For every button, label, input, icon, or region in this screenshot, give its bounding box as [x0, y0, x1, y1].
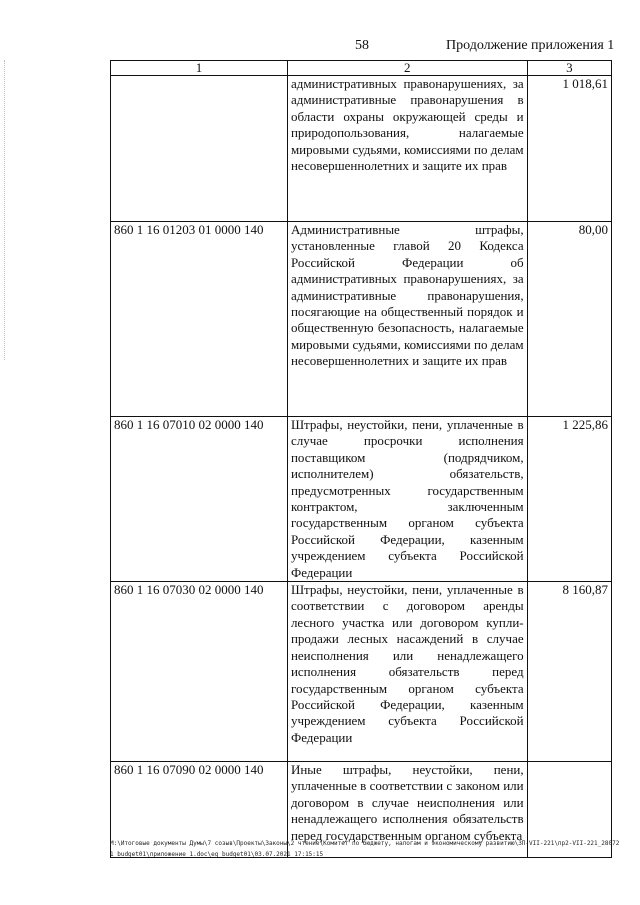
column-header-2: 2: [287, 61, 527, 76]
table-header-row: [111, 61, 612, 76]
row-amount: 1 225,86: [527, 417, 611, 582]
table-row: [111, 582, 612, 762]
row-description: Штрафы, неустойки, пени, уплаченные в соответствии с договором аренды лесного участка или договором купли-продажи лесных насаждений в случае неисполнения или ненадлежащего исполнения обязательств перед государственным органом субъекта Российской Федерации, казенным учреждением субъекта Российской Федерации: [287, 582, 527, 762]
row-description: Штрафы, неустойки, пени, уплаченные в случае просрочки исполнения поставщиком (подрядчиком, исполнителем) обязательств, предусмотренных государственным контрактом, заключенным государственным органом субъекта Российской Федерации, казенным учреждением субъекта Российской Федерации: [287, 417, 527, 582]
table-row: [111, 222, 612, 417]
column-header-3: 3: [527, 61, 611, 76]
row-amount: 80,00: [527, 222, 611, 417]
row-description: Административные штрафы, установленные главой 20 Кодекса Российской Федерации об административных правонарушениях, за административные правонарушения, посягающие на общественный порядок и общественную безопасность, налагаемые мировыми судьями, комиссиями по делам несовершеннолетних и защите их прав: [287, 222, 527, 417]
page-number: 58: [355, 38, 369, 53]
row-code: [111, 76, 288, 222]
row-description: Иные штрафы, неустойки, пени, уплаченные в соответствии с законом или договором в случае неисполнения или ненадлежащего исполнения обязательств перед государственным органом субъекта: [287, 762, 527, 858]
row-code: 860 1 16 07090 02 0000 140: [111, 762, 288, 858]
row-code: 860 1 16 07030 02 0000 140: [111, 582, 288, 762]
footer-file-path: M:\Итоговые документы Думы\7 созыв\Проекты\Законы\2 чтение\Комитет по бюджету, налогам и экономическому развитию\ЗП-VII-221\пр2-VII-221_280721_budget01\приложение 1.doc\eg_budget01\03.07.2021 17:15:15: [110, 840, 620, 858]
table-row: [111, 417, 612, 582]
row-description: административных правонарушениях, за административные правонарушения в области охраны окружающей среды и природопользования, налагаемые мировыми судьями, комиссиями по делам несовершеннолетних и защите их прав: [287, 76, 527, 222]
column-header-1: 1: [111, 61, 288, 76]
continuation-heading: Продолжение приложения 1: [446, 38, 615, 53]
table-row: [111, 76, 612, 222]
row-amount: 8 160,87: [527, 582, 611, 762]
row-amount: 1 018,61: [527, 76, 611, 222]
row-code: 860 1 16 07010 02 0000 140: [111, 417, 288, 582]
row-code: 860 1 16 01203 01 0000 140: [111, 222, 288, 417]
revenue-table: [110, 60, 612, 858]
scan-margin-artifact: [4, 60, 7, 360]
